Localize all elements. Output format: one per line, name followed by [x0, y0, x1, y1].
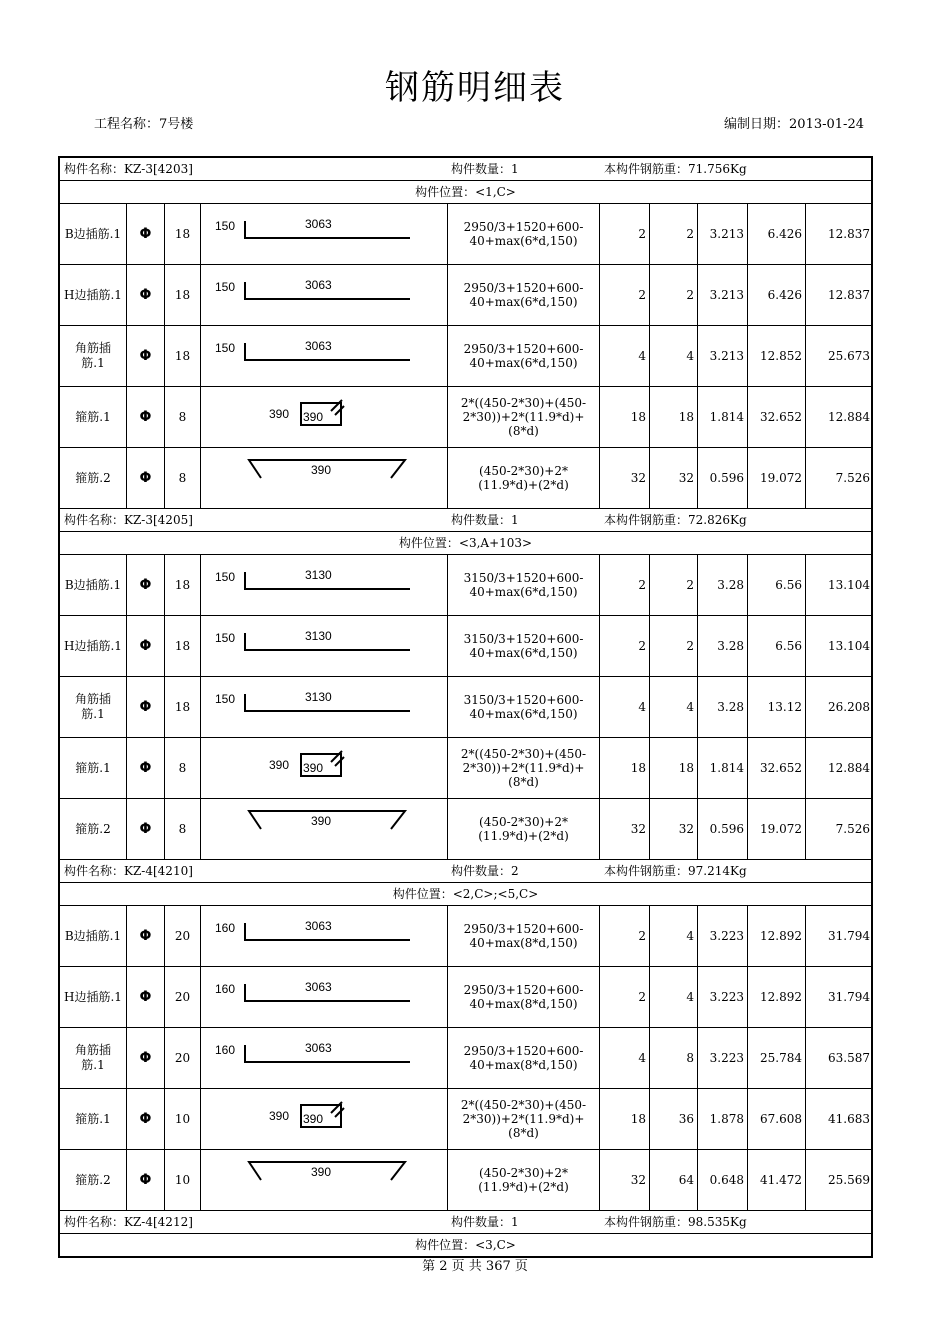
rebar-total-length: 12.892 [748, 967, 806, 1027]
component-weight: 本构件钢筋重：97.214Kg [604, 864, 747, 878]
rebar-length: 3.223 [698, 967, 748, 1027]
rebar-shape-drawing [201, 1150, 448, 1210]
rebar-weight: 12.884 [828, 761, 870, 775]
rebar-shape-drawing [201, 967, 448, 1027]
rebar-weight: 26.208 [828, 700, 870, 714]
rebar-formula: 2950/3+1520+600-40+max(8*d,150) [448, 967, 600, 1027]
component-weight: 本构件钢筋重：71.756Kg [604, 162, 747, 176]
rebar-grade-symbol [127, 1028, 165, 1088]
rebar-name: H边插筋.1 [60, 616, 127, 676]
component-count: 构件数量：1 [451, 1215, 519, 1229]
rebar-length: 1.814 [698, 738, 748, 798]
rebar-name: 角筋插筋.1 [60, 326, 127, 386]
rebar-count-single: 18 [600, 1089, 650, 1149]
rebar-formula: (450-2*30)+2*(11.9*d)+(2*d) [448, 1150, 600, 1210]
rebar-grade: Φ [139, 287, 152, 303]
rebar-shape [201, 677, 448, 737]
rebar-shape [201, 448, 448, 508]
rebar-grade: Φ [139, 821, 152, 837]
shape-dim-length: 3063 [305, 919, 332, 933]
rebar-count-single: 2 [600, 616, 650, 676]
rebar-shape [201, 1150, 448, 1210]
component-header [60, 860, 871, 883]
rebar-shape-drawing [201, 616, 448, 676]
rebar-total-length: 6.56 [748, 555, 806, 615]
shape-dim-length: 390 [311, 463, 332, 477]
shape-dim-length: 3063 [305, 278, 332, 292]
page-title: 钢筋明细表 [385, 68, 565, 108]
rebar-count-total: 8 [650, 1028, 698, 1088]
rebar-count-single: 4 [600, 1028, 650, 1088]
shape-dim-inner: 390 [303, 1112, 324, 1126]
rebar-shape-drawing [201, 738, 448, 798]
rebar-shape [201, 967, 448, 1027]
rebar-count-single: 2 [600, 204, 650, 264]
rebar-count-total: 4 [650, 967, 698, 1027]
rebar-weight: 25.569 [828, 1173, 870, 1187]
rebar-grade-symbol [127, 967, 165, 1027]
rebar-formula: 2950/3+1520+600-40+max(6*d,150) [448, 204, 600, 264]
rebar-count-total: 18 [650, 387, 698, 447]
component-header [60, 158, 871, 181]
rebar-weight: 31.794 [828, 929, 870, 943]
rebar-name: B边插筋.1 [60, 555, 127, 615]
rebar-formula: 3150/3+1520+600-40+max(6*d,150) [448, 616, 600, 676]
rebar-name: B边插筋.1 [60, 906, 127, 966]
component-name: 构件名称：KZ-3[4203] [64, 162, 193, 176]
rebar-name: 箍筋.1 [60, 738, 127, 798]
rebar-name: B边插筋.1 [60, 204, 127, 264]
shape-dim-inner: 390 [303, 410, 324, 424]
rebar-length: 3.213 [698, 265, 748, 325]
component-count: 构件数量：1 [451, 513, 519, 527]
rebar-shape [201, 555, 448, 615]
rebar-total-length: 13.12 [748, 677, 806, 737]
rebar-grade: Φ [139, 226, 152, 242]
rebar-shape [201, 387, 448, 447]
rebar-formula: 3150/3+1520+600-40+max(6*d,150) [448, 677, 600, 737]
rebar-grade: Φ [139, 409, 152, 425]
rebar-shape-drawing [201, 265, 448, 325]
rebar-formula: 2*((450-2*30)+(450-2*30))+2*(11.9*d)+(8*d) [448, 738, 600, 798]
rebar-row [60, 387, 871, 448]
rebar-diameter: 10 [165, 1089, 201, 1149]
rebar-weight: 63.587 [828, 1051, 870, 1065]
rebar-length: 3.223 [698, 906, 748, 966]
rebar-row [60, 326, 871, 387]
rebar-count-total: 2 [650, 555, 698, 615]
rebar-length: 1.814 [698, 387, 748, 447]
rebar-count-total: 32 [650, 448, 698, 508]
rebar-shape [201, 799, 448, 859]
shape-dim-hook: 160 [215, 921, 236, 935]
rebar-grade-symbol [127, 265, 165, 325]
rebar-total-length: 12.852 [748, 326, 806, 386]
rebar-shape-drawing [201, 387, 448, 447]
project-name: 工程名称：7号楼 [94, 117, 194, 132]
rebar-count-single: 32 [600, 799, 650, 859]
shape-dim-length: 3063 [305, 980, 332, 994]
component-header [60, 1211, 871, 1234]
rebar-total-length: 12.892 [748, 906, 806, 966]
component-position: 构件位置：<2,C>;<5,C> [60, 883, 871, 906]
component-name: 构件名称：KZ-4[4210] [64, 864, 193, 878]
rebar-weight: 13.104 [828, 639, 870, 653]
rebar-table [58, 156, 873, 1258]
rebar-grade: Φ [139, 638, 152, 654]
rebar-length: 3.28 [698, 555, 748, 615]
rebar-row [60, 906, 871, 967]
rebar-grade: Φ [139, 928, 152, 944]
shape-dim-outer: 390 [269, 758, 290, 772]
rebar-grade-symbol [127, 1150, 165, 1210]
rebar-row [60, 1150, 871, 1211]
rebar-count-single: 4 [600, 677, 650, 737]
rebar-total-length: 19.072 [748, 799, 806, 859]
rebar-grade: Φ [139, 989, 152, 1005]
component-position: 构件位置：<3,A+103> [60, 532, 871, 555]
rebar-name: 箍筋.2 [60, 1150, 127, 1210]
rebar-total-length: 32.652 [748, 387, 806, 447]
rebar-diameter: 10 [165, 1150, 201, 1210]
rebar-grade: Φ [139, 1172, 152, 1188]
shape-dim-length: 3130 [305, 690, 332, 704]
shape-dim-hook: 150 [215, 219, 236, 233]
rebar-row [60, 265, 871, 326]
rebar-diameter: 18 [165, 555, 201, 615]
shape-dim-hook: 160 [215, 1043, 236, 1057]
component-weight: 本构件钢筋重：98.535Kg [604, 1215, 747, 1229]
rebar-weight: 7.526 [835, 471, 870, 485]
shape-dim-length: 390 [311, 814, 332, 828]
rebar-grade-symbol [127, 555, 165, 615]
shape-dim-length: 3063 [305, 217, 332, 231]
rebar-count-single: 18 [600, 738, 650, 798]
rebar-name: 箍筋.1 [60, 387, 127, 447]
rebar-name: 箍筋.1 [60, 1089, 127, 1149]
shape-dim-hook: 150 [215, 570, 236, 584]
rebar-count-total: 2 [650, 616, 698, 676]
component-count: 构件数量：2 [451, 864, 519, 878]
rebar-count-single: 18 [600, 387, 650, 447]
shape-dim-length: 3130 [305, 568, 332, 582]
component-weight: 本构件钢筋重：72.826Kg [604, 513, 747, 527]
rebar-grade-symbol [127, 448, 165, 508]
rebar-shape [201, 204, 448, 264]
rebar-formula: 2950/3+1520+600-40+max(8*d,150) [448, 1028, 600, 1088]
rebar-count-total: 32 [650, 799, 698, 859]
component-position: 构件位置：<1,C> [60, 181, 871, 204]
rebar-formula: (450-2*30)+2*(11.9*d)+(2*d) [448, 799, 600, 859]
rebar-row [60, 799, 871, 860]
component-name: 构件名称：KZ-3[4205] [64, 513, 193, 527]
rebar-length: 0.648 [698, 1150, 748, 1210]
rebar-shape [201, 906, 448, 966]
rebar-diameter: 20 [165, 967, 201, 1027]
rebar-grade-symbol [127, 387, 165, 447]
rebar-diameter: 8 [165, 387, 201, 447]
rebar-weight: 13.104 [828, 578, 870, 592]
rebar-row [60, 204, 871, 265]
rebar-count-single: 4 [600, 326, 650, 386]
rebar-shape-drawing [201, 906, 448, 966]
rebar-shape [201, 265, 448, 325]
page-number: 第 2 页 共 367 页 [422, 1259, 528, 1274]
rebar-count-single: 2 [600, 265, 650, 325]
rebar-length: 3.213 [698, 204, 748, 264]
rebar-diameter: 20 [165, 906, 201, 966]
rebar-formula: 2950/3+1520+600-40+max(8*d,150) [448, 906, 600, 966]
rebar-formula: 2*((450-2*30)+(450-2*30))+2*(11.9*d)+(8*d) [448, 1089, 600, 1149]
rebar-total-length: 67.608 [748, 1089, 806, 1149]
rebar-total-length: 6.426 [748, 265, 806, 325]
rebar-shape [201, 738, 448, 798]
rebar-formula: 2950/3+1520+600-40+max(6*d,150) [448, 265, 600, 325]
component-count: 构件数量：1 [451, 162, 519, 176]
rebar-diameter: 8 [165, 738, 201, 798]
rebar-diameter: 18 [165, 326, 201, 386]
rebar-shape [201, 1089, 448, 1149]
rebar-count-total: 4 [650, 906, 698, 966]
rebar-grade-symbol [127, 204, 165, 264]
rebar-total-length: 6.426 [748, 204, 806, 264]
rebar-length: 0.596 [698, 448, 748, 508]
rebar-total-length: 6.56 [748, 616, 806, 676]
rebar-weight: 12.837 [828, 288, 870, 302]
rebar-grade-symbol [127, 616, 165, 676]
rebar-total-length: 19.072 [748, 448, 806, 508]
rebar-formula: 2*((450-2*30)+(450-2*30))+2*(11.9*d)+(8*d) [448, 387, 600, 447]
rebar-weight: 41.683 [828, 1112, 870, 1126]
rebar-shape-drawing [201, 799, 448, 859]
rebar-shape-drawing [201, 204, 448, 264]
component-name: 构件名称：KZ-4[4212] [64, 1215, 193, 1229]
rebar-length: 0.596 [698, 799, 748, 859]
shape-dim-outer: 390 [269, 407, 290, 421]
rebar-shape-drawing [201, 1028, 448, 1088]
rebar-count-total: 2 [650, 204, 698, 264]
rebar-name: H边插筋.1 [60, 967, 127, 1027]
rebar-count-single: 32 [600, 1150, 650, 1210]
rebar-row [60, 1028, 871, 1089]
rebar-diameter: 18 [165, 616, 201, 676]
shape-dim-length: 3063 [305, 1041, 332, 1055]
rebar-row [60, 738, 871, 799]
rebar-count-total: 36 [650, 1089, 698, 1149]
rebar-grade-symbol [127, 906, 165, 966]
rebar-grade-symbol [127, 738, 165, 798]
rebar-grade-symbol [127, 1089, 165, 1149]
rebar-length: 1.878 [698, 1089, 748, 1149]
rebar-diameter: 18 [165, 677, 201, 737]
shape-dim-hook: 160 [215, 982, 236, 996]
shape-dim-length: 3063 [305, 339, 332, 353]
rebar-count-single: 2 [600, 906, 650, 966]
rebar-count-total: 4 [650, 677, 698, 737]
rebar-grade-symbol [127, 677, 165, 737]
rebar-row [60, 616, 871, 677]
rebar-formula: 3150/3+1520+600-40+max(6*d,150) [448, 555, 600, 615]
rebar-shape-drawing [201, 326, 448, 386]
rebar-diameter: 18 [165, 204, 201, 264]
rebar-shape-drawing [201, 677, 448, 737]
rebar-shape [201, 1028, 448, 1088]
shape-dim-hook: 150 [215, 280, 236, 294]
rebar-shape-drawing [201, 1089, 448, 1149]
rebar-row [60, 677, 871, 738]
rebar-count-single: 32 [600, 448, 650, 508]
rebar-row [60, 967, 871, 1028]
rebar-diameter: 18 [165, 265, 201, 325]
rebar-count-single: 2 [600, 967, 650, 1027]
rebar-weight: 25.673 [828, 349, 870, 363]
rebar-grade: Φ [139, 1111, 152, 1127]
component-header [60, 509, 871, 532]
rebar-row [60, 555, 871, 616]
shape-dim-length: 3130 [305, 629, 332, 643]
rebar-count-total: 4 [650, 326, 698, 386]
rebar-length: 3.223 [698, 1028, 748, 1088]
rebar-row [60, 448, 871, 509]
rebar-name: 箍筋.2 [60, 448, 127, 508]
rebar-formula: 2950/3+1520+600-40+max(6*d,150) [448, 326, 600, 386]
rebar-name: 箍筋.2 [60, 799, 127, 859]
rebar-grade: Φ [139, 348, 152, 364]
shape-dim-hook: 150 [215, 631, 236, 645]
rebar-name: 角筋插筋.1 [60, 677, 127, 737]
rebar-count-single: 2 [600, 555, 650, 615]
component-position: 构件位置：<3,C> [415, 1238, 516, 1252]
shape-dim-inner: 390 [303, 761, 324, 775]
shape-dim-outer: 390 [269, 1109, 290, 1123]
rebar-count-total: 18 [650, 738, 698, 798]
rebar-weight: 31.794 [828, 990, 870, 1004]
rebar-row [60, 1089, 871, 1150]
rebar-grade: Φ [139, 699, 152, 715]
compile-date: 编制日期：2013-01-24 [724, 117, 864, 132]
shape-dim-hook: 150 [215, 341, 236, 355]
shape-dim-hook: 150 [215, 692, 236, 706]
rebar-total-length: 32.652 [748, 738, 806, 798]
rebar-weight: 7.526 [835, 822, 870, 836]
rebar-grade: Φ [139, 1050, 152, 1066]
shape-dim-length: 390 [311, 1165, 332, 1179]
rebar-diameter: 20 [165, 1028, 201, 1088]
rebar-shape-drawing [201, 448, 448, 508]
rebar-grade-symbol [127, 799, 165, 859]
rebar-length: 3.28 [698, 616, 748, 676]
rebar-formula: (450-2*30)+2*(11.9*d)+(2*d) [448, 448, 600, 508]
rebar-shape [201, 326, 448, 386]
rebar-total-length: 25.784 [748, 1028, 806, 1088]
rebar-diameter: 8 [165, 799, 201, 859]
rebar-grade: Φ [139, 760, 152, 776]
rebar-weight: 12.837 [828, 227, 870, 241]
rebar-count-total: 64 [650, 1150, 698, 1210]
rebar-name: H边插筋.1 [60, 265, 127, 325]
rebar-count-total: 2 [650, 265, 698, 325]
rebar-name: 角筋插筋.1 [60, 1028, 127, 1088]
rebar-diameter: 8 [165, 448, 201, 508]
rebar-length: 3.213 [698, 326, 748, 386]
rebar-grade: Φ [139, 470, 152, 486]
rebar-grade: Φ [139, 577, 152, 593]
rebar-length: 3.28 [698, 677, 748, 737]
rebar-shape-drawing [201, 555, 448, 615]
rebar-weight: 12.884 [828, 410, 870, 424]
rebar-grade-symbol [127, 326, 165, 386]
rebar-total-length: 41.472 [748, 1150, 806, 1210]
rebar-shape [201, 616, 448, 676]
